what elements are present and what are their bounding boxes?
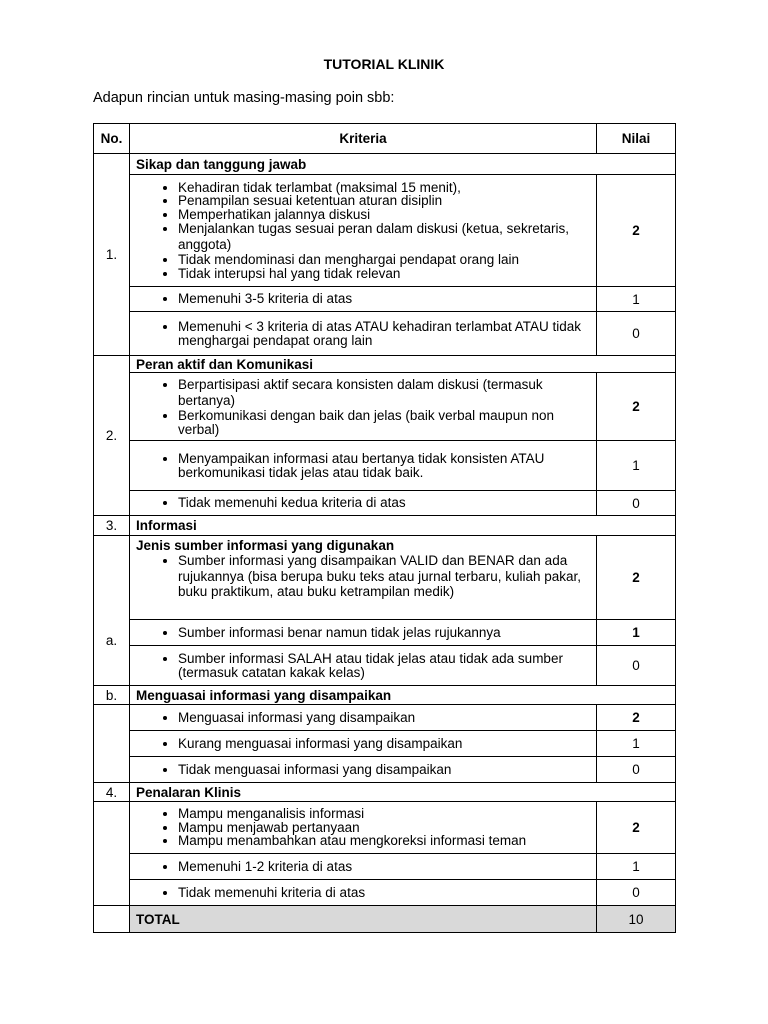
table-row [94, 491, 676, 516]
criteria-cell [130, 373, 597, 441]
criteria-cell [130, 175, 597, 287]
score-value: 0 [597, 757, 676, 783]
empty-number-cell [94, 802, 130, 906]
criteria-cell [130, 491, 597, 516]
criteria-list [136, 886, 590, 900]
list-item: • Sumber informasi benar namun tidak jelas rujukannya [178, 626, 590, 640]
header-no: No. [94, 124, 130, 154]
score-value: 1 [597, 620, 676, 646]
list-item: • Tidak mendominasi dan menghargai pendapat orang lain [178, 253, 590, 267]
total-label: TOTAL [130, 906, 597, 933]
list-item: • Tidak memenuhi kedua kriteria di atas [178, 496, 590, 510]
section-1-heading: Sikap dan tanggung jawab [130, 154, 676, 175]
criteria-cell [130, 705, 597, 731]
criteria-cell [130, 646, 597, 686]
criteria-cell [130, 802, 597, 854]
list-item: • Tidak menguasai informasi yang disampaikan [178, 763, 590, 777]
list-item: • Memenuhi 1-2 kriteria di atas [178, 860, 590, 874]
header-kriteria: Kriteria [130, 124, 597, 154]
score-value: 0 [597, 312, 676, 356]
criteria-cell [130, 731, 597, 757]
list-item: • Mampu menambahkan atau mengkoreksi informasi teman [178, 834, 590, 848]
criteria-list [136, 553, 590, 600]
header-nilai: Nilai [597, 124, 676, 154]
list-item: • Sumber informasi SALAH atau tidak jelas atau tidak ada sumber (termasuk catatan kakak kelas) [178, 652, 590, 679]
criteria-cell [130, 441, 597, 491]
table-row [94, 880, 676, 906]
criteria-cell [130, 880, 597, 906]
list-item: • Sumber informasi yang disampaikan VALID dan BENAR dan ada rujukannya (bisa berupa buku teks atau jurnal terbaru, kuliah pakar, buku praktikum, atau buku ketrampilan medik) [178, 553, 590, 600]
section-4-heading: Penalaran Klinis [130, 783, 676, 802]
criteria-cell [130, 536, 597, 620]
table-row [94, 620, 676, 646]
table-row [94, 175, 676, 287]
criteria-cell [130, 854, 597, 880]
section-3-heading-row [94, 516, 676, 536]
table-row [94, 854, 676, 880]
list-item: • Menguasai informasi yang disampaikan [178, 711, 590, 725]
section-1-number: 1. [94, 154, 130, 356]
criteria-list [136, 860, 590, 874]
criteria-list [136, 763, 590, 777]
list-item: • Menjalankan tugas sesuai peran dalam diskusi (ketua, sekretaris, anggota) [178, 221, 590, 253]
criteria-cell [130, 312, 597, 356]
subsection-a-number: a. [94, 536, 130, 686]
score-value: 0 [597, 880, 676, 906]
criteria-list [136, 292, 590, 306]
list-item: • Memenuhi < 3 kriteria di atas ATAU kehadiran terlambat ATAU tidak menghargai pendapat orang lain [178, 320, 590, 348]
criteria-list [136, 181, 590, 281]
criteria-cell [130, 757, 597, 783]
table-row [94, 646, 676, 686]
list-item: • Berpartisipasi aktif secara konsisten dalam diskusi (termasuk bertanya) [178, 377, 590, 409]
rubric-table [93, 123, 676, 933]
empty-number-cell [94, 705, 130, 783]
intro-text: Adapun rincian untuk masing-masing poin sbb: [93, 90, 395, 106]
criteria-list [136, 807, 590, 848]
subsection-b-number: b. [94, 686, 130, 705]
criteria-list [136, 496, 590, 510]
criteria-list [136, 377, 590, 437]
score-value: 2 [597, 373, 676, 441]
section-1-heading-row [94, 154, 676, 175]
section-3-heading: Informasi [130, 516, 676, 536]
criteria-list [136, 626, 590, 640]
table-row [94, 757, 676, 783]
criteria-list [136, 652, 590, 679]
score-value: 0 [597, 646, 676, 686]
criteria-cell [130, 287, 597, 312]
score-value: 1 [597, 287, 676, 312]
list-item: • Penampilan sesuai ketentuan aturan disiplin [178, 194, 590, 208]
table-row [94, 536, 676, 620]
total-row [94, 906, 676, 933]
table-row [94, 802, 676, 854]
section-2-number: 2. [94, 356, 130, 516]
score-value: 1 [597, 854, 676, 880]
section-4-heading-row [94, 783, 676, 802]
list-item: • Tidak interupsi hal yang tidak relevan [178, 267, 590, 281]
table-row [94, 373, 676, 441]
total-value: 10 [597, 906, 676, 933]
score-value: 2 [597, 802, 676, 854]
list-item: • Memenuhi 3-5 kriteria di atas [178, 292, 590, 306]
list-item: • Mampu menganalisis informasi [178, 807, 590, 821]
list-item: • Kurang menguasai informasi yang disampaikan [178, 737, 590, 751]
criteria-list [136, 452, 590, 479]
criteria-list [136, 711, 590, 725]
subsection-b-heading: Menguasai informasi yang disampaikan [130, 686, 676, 705]
section-2-heading-row [94, 356, 676, 373]
criteria-list [136, 737, 590, 751]
score-value: 1 [597, 731, 676, 757]
section-3-number: 3. [94, 516, 130, 536]
score-value: 1 [597, 441, 676, 491]
subsection-b-heading-row [94, 686, 676, 705]
list-item: • Tidak memenuhi kriteria di atas [178, 886, 590, 900]
header-row [94, 124, 676, 154]
table-row [94, 287, 676, 312]
score-value: 0 [597, 491, 676, 516]
score-value: 2 [597, 705, 676, 731]
list-item: • Kehadiran tidak terlambat (maksimal 15 menit), [178, 181, 590, 195]
list-item: • Memperhatikan jalannya diskusi [178, 208, 590, 222]
section-4-number: 4. [94, 783, 130, 802]
table-row [94, 441, 676, 491]
list-item: • Berkomunikasi dengan baik dan jelas (baik verbal maupun non verbal) [178, 409, 590, 437]
score-value: 2 [597, 536, 676, 620]
table-row [94, 705, 676, 731]
score-value: 2 [597, 175, 676, 287]
criteria-cell [130, 620, 597, 646]
list-item: • Menyampaikan informasi atau bertanya tidak konsisten ATAU berkomunikasi tidak jelas atau tidak baik. [178, 452, 590, 479]
section-2-heading: Peran aktif dan Komunikasi [130, 356, 676, 373]
list-item: • Mampu menjawab pertanyaan [178, 821, 590, 835]
empty-number-cell [94, 906, 130, 933]
document-title: TUTORIAL KLINIK [323, 56, 445, 72]
criteria-list [136, 320, 590, 348]
subsection-a-heading: Jenis sumber informasi yang digunakan [136, 538, 395, 553]
table-row [94, 731, 676, 757]
table-row [94, 312, 676, 356]
